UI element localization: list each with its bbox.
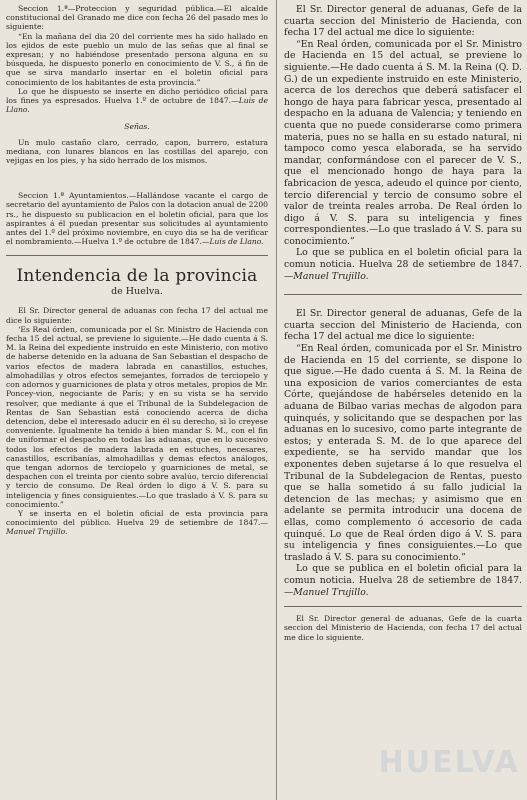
- notice-3-quote: ‘Es Real órden, comunicada por el Sr. Ministro de Hacienda con fecha 15 del actual, se previene lo siguiente.—He dado cuenta á S. M. la Reina del expediente instruido en este Ministerio, con motivo de haberse detenido en la aduana de San Sebastian el despacho de varios efectos de madera labrada en canastillos, estuches, almohadillas y otros efectos semejantes, forrados de terciopelo y con adornos y guarniciones de plata y otros metales, propios de Mr. Poncey-vion, negociante de París; y en su vista se ha servido resolver, que mediante á que el Tribunal de la Subdelegacion de Rentas de San Sebastian está conociendo acerca de dicha detencion, debe el interesado aducir en él su derecho, si lo creyese conveniente. Igualmente ha tenido á bien mandar S. M., con el fin de uniformar el despacho en todas las aduanas, que en lo sucesivo todos los efectos de madera labrada en estuches, necesares, canastillos, escribanías, almohadillas y demas efectos análogos, que tengan adornos de terciopelo y guarniciones de metal, se despachen con el treinta por ciento sobre avalúo, tercio diferencial y tercio de consumo. De Real órden lo digo á V. S. para su inteligencia y fines consiguientes.—Lo que traslado á V. S. para su conocimiento.”: [6, 324, 268, 509]
- senas-text: Un mulo castaño claro, cerrado, capon, burrero, estatura mediana, con lunares blancos en las costillas del aparejo, con vejigas en los pies, y ha sido herrado de los mismos.: [6, 137, 268, 166]
- right-notice-1-quote: “En Real órden, comunicada por el Sr. Ministro de Hacienda en 15 del actual, se previene lo siguiente.—He dado cuenta á S. M. la Reina (Q. D. G.) de un expediente instruido en este Ministerio, acerca de los derechos que deberá satisfacer el hongo de haya para fabricar yesca, presentado al despacho en la aduana de Valencia; y teniendo en cuenta que no puede considerarse como primera materia, pues no se halla en su estado natural, ni tampoco como yesca elaborada, se ha servido mandar, conformándose con el parecer de V. S., que el mencionado hongo de haya para la fabricacion de yesca, adeudo el quince por ciento, tercio diferencial y tercio de consumo sobre el valor de treinta reales arroba. De Real órden lo digo á V. S. para su inteligencia y fines correspondientes.—Lo que traslado á V. S. para su conocimiento.”: [284, 38, 522, 247]
- right-notice-1-close: Lo que se publica en el boletin oficial para la comun noticia. Huelva 28 de setiembre de 1847.—Manuel Trujillo.: [284, 247, 522, 282]
- notice-1-text: Seccion 1.ª—Proteccion y seguridad pública.—El alcalde constitucional del Granado me dice con fecha 26 del pasado mes lo siguiente:: [6, 4, 268, 32]
- section-rule: [6, 255, 268, 256]
- section-subtitle: de Huelva.: [111, 286, 163, 298]
- right-column: [284, 4, 522, 642]
- right-notice-2-intro: El Sr. Director general de aduanas, Gefe de la cuarta seccion del Ministerio de Hacienda, con fecha 17 del actual me dice lo siguiente:: [284, 308, 522, 343]
- notice-2-signature: Luis de Llano.: [209, 237, 264, 247]
- right-notice-1-intro: El Sr. Director general de aduanas, Gefe de la cuarta seccion del Ministerio de Hacienda, con fecha 17 del actual me dice lo siguiente:: [284, 4, 522, 39]
- notice-3-close: Y se inserta en el boletin oficial de esta provincia para conocimiento del público. Huelva 29 de setiembre de 1847.—Manuel Trujillo.: [6, 508, 268, 537]
- senas-heading: Señas.: [124, 122, 150, 132]
- right-notice-2-close: Lo que se publica en el boletin oficial para la comun noticia. Huelva 28 de setiembre de 1847.—Manuel Trujillo.: [284, 563, 522, 598]
- library-watermark: HUELVA: [378, 745, 520, 780]
- notice-1-quote: “En la mañana del dia 20 del corriente mes ha sido hallado en los ejidos de este pueblo un mulo de las señas que al final se expresan; y no habiéndose presentado persona alguna en su búsqueda, he dispuesto ponerlo en conocimiento de V. S., á fin de que se sirva mandarlo insertar en el boletin oficial para conocimiento de los habitantes de esta provincia.”: [6, 31, 268, 87]
- notice-2-text: Seccion 1.ª Ayuntamientos.—Hallándose vacante el cargo de secretario del ayuntamiento de Palos con la dotacion anual de 2200 rs., he dispuesto su publicacion en el boletin oficial, para que los aspirantes á él puedan presentar sus solicitudes al ayuntamiento antes del 1.º del próximo noviembre, en cuyo dia se ha de verificar el nombramiento.—Huelva 1.º de octubre de 1847.—Luis de Llano.: [6, 191, 268, 247]
- right-rule-2: [284, 606, 522, 607]
- left-column: [6, 4, 268, 537]
- notice-3-signature: Manuel Trujillo.: [6, 527, 68, 537]
- section-title: Intendencia de la provincia: [16, 266, 258, 287]
- notice-1-signature: Luis de Llano.: [6, 96, 268, 115]
- notice-3-text: El Sr. Director general de aduanas con fecha 17 del actual me dice lo siguiente:: [6, 306, 268, 325]
- right-notice-2-signature: Manuel Trujillo.: [293, 586, 369, 598]
- right-rule-1: [284, 294, 522, 295]
- right-notice-3-intro: El Sr. Director general de aduanas, Gefe de la cuarta seccion del Ministerio de Hacienda, con fecha 17 del actual me dice lo siguiente.: [284, 614, 522, 642]
- right-notice-2-quote: “En Real órden, comunicada por el Sr. Ministro de Hacienda en 15 del corriente, se dispone lo que sigue.—He dado cuenta á S. M. la Reina de una exposicion de varios comerciantes de esta Córte, quejándose de habérseles detenido en la aduana de Bilbao varias mechas de algodon para quinqués, y solicitando que se despachen por las aduanas en lo sucesivo, como parte integrante de estos; y enterada S. M. de lo que aparece del expediente, se ha servido mandar que los exponentes deben sujetarse á lo que resuelva el Tribunal de la Subdelegacion de Rentas, puesto que se halla sometido á su fallo judicial la detencion de las mechas; y asimismo que en adelante se permita introducir una docena de ellas, como complemento ó accesorio de cada quinqué. Lo que de Real órden digo á V. S. para su inteligencia y fines consiguientes.—Lo que traslado á V. S. para su conocimiento.”: [284, 343, 522, 563]
- column-divider: [276, 0, 277, 800]
- notice-1-close: Lo que he dispuesto se inserte en dicho periódico oficial para los fines ya espresados. Huelva 1.º de octubre de 1847.—Luis de Llano.: [6, 86, 268, 115]
- right-notice-1-signature: Manuel Trujillo.: [293, 270, 369, 282]
